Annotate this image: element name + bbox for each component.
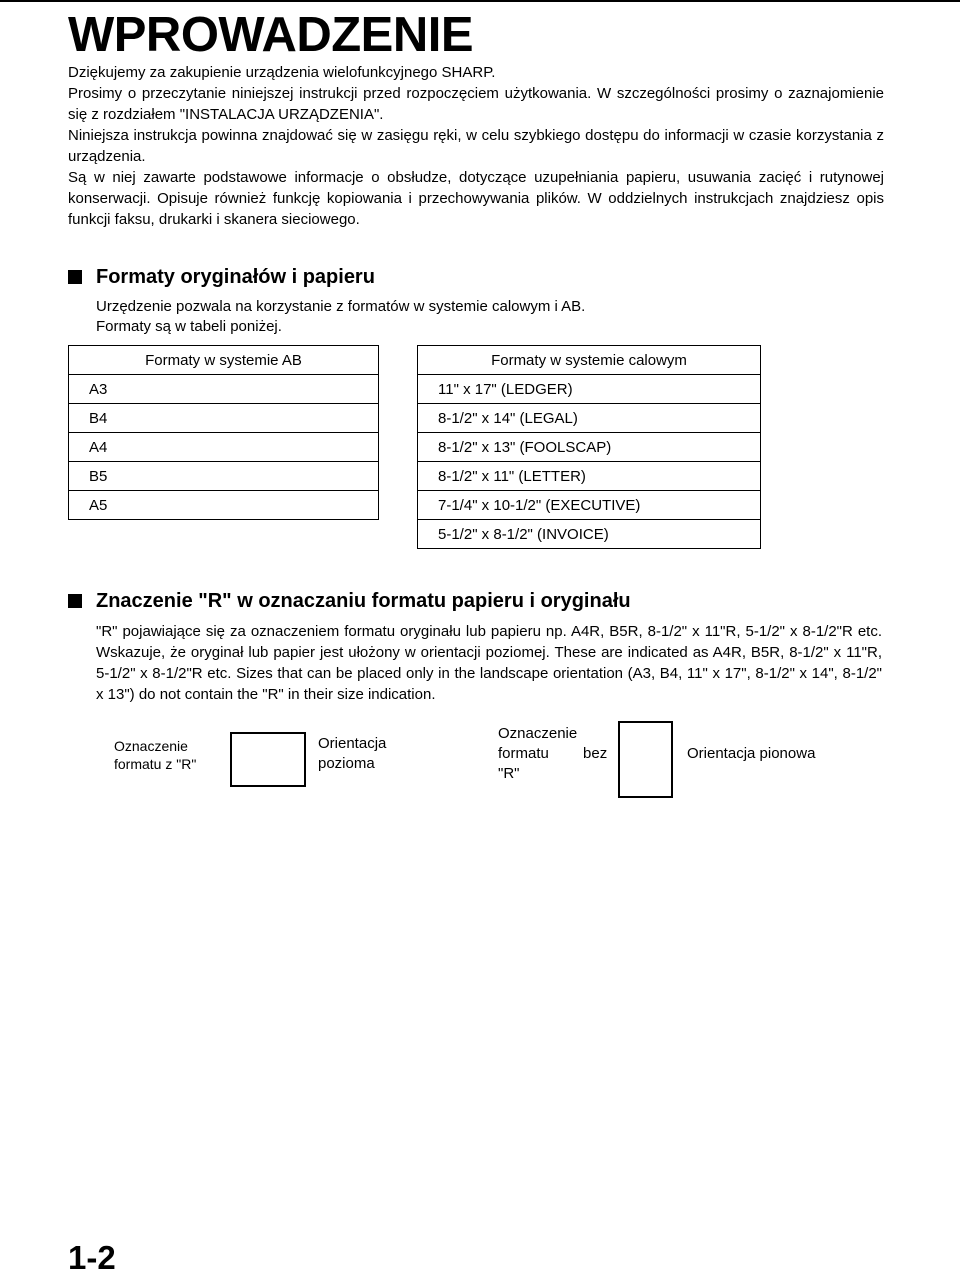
label-no-r-indication: Oznaczenie formatu bez "R": [498, 725, 608, 782]
intro-paragraph: Niniejsza instrukcja powinna znajdować się w zasięgu ręki, w celu szybkiego dostępu do informacji w czasie korzystania z urządzenia.: [68, 127, 884, 165]
intro-text: [68, 62, 884, 230]
table-cell: A5: [69, 491, 379, 520]
table-cell: 8-1/2" x 11" (LETTER): [418, 462, 761, 491]
intro-paragraph: Dziękujemy za zakupienie urządzenia wielofunkcyjnego SHARP.: [68, 64, 496, 81]
description-line: Formaty są w tabeli poniżej.: [96, 318, 282, 335]
table-cell: 7-1/4" x 10-1/2" (EXECUTIVE): [418, 491, 761, 520]
section-heading-formats: [68, 264, 375, 290]
section-heading-r-meaning: [68, 588, 631, 614]
intro-paragraph: Prosimy o przeczytanie niniejszej instrukcji przed rozpoczęciem użytkowania. W szczególności prosimy o zaznajomienie się z rozdziałem "INSTALACJA URZĄDZENIA".: [68, 85, 884, 123]
section-heading-text: Znaczenie "R" w oznaczaniu formatu papieru i oryginału: [96, 590, 631, 612]
table-cell: 5-1/2" x 8-1/2" (INVOICE): [418, 520, 761, 549]
page-title: WPROWADZENIE: [68, 8, 474, 62]
table-cell: A3: [69, 375, 379, 404]
label-r-indication: Oznaczenie formatu z "R": [114, 738, 197, 772]
landscape-sheet-figure: [230, 732, 306, 787]
table-cell: 8-1/2" x 14" (LEGAL): [418, 404, 761, 433]
table-cell: 11" x 17" (LEDGER): [418, 375, 761, 404]
label-portrait-orientation: Orientacja pionowa: [687, 745, 816, 762]
square-bullet-icon: [68, 270, 82, 284]
section-heading-text: Formaty oryginałów i papieru: [96, 266, 375, 288]
table-cell: 8-1/2" x 13" (FOOLSCAP): [418, 433, 761, 462]
page-number: 1-2: [68, 1239, 116, 1276]
description-paragraph: "R" pojawiające się za oznaczeniem formatu oryginału lub papieru np. A4R, B5R, 8-1/2" x 11"R, 5-1/2" x 8-1/2"R etc. Wskazuje, że oryginał lub papier jest ułożony w orientacji poziomej. These are indicated as A4R, B5R, 8-1/2" x 11"R, 5-1/2" x 8-1/2"R etc. Sizes that can be placed only in the landscape orientation (A3, B4, 11" x 17", 8-1/2" x 14", 8-1/2" x 13") do not contain the "R" in their size indication.: [96, 623, 882, 703]
intro-paragraph: Są w niej zawarte podstawowe informacje o obsłudze, dotyczące uzupełniania papieru, usuwania zacięć i rutynowej konserwacji. Opisuje również funkcję kopiowania i przechowywania plików. W oddzielnych instrukcjach znajdziesz opis funkcji faksu, drukarki i skanera sieciowego.: [68, 169, 884, 228]
table-cell: B4: [69, 404, 379, 433]
description-line: Urzędzenie pozwala na korzystanie z formatów w systemie calowym i AB.: [96, 298, 586, 315]
table-header: Formaty w systemie AB: [69, 346, 379, 375]
table-header: Formaty w systemie calowym: [418, 346, 761, 375]
ab-formats-table: [68, 345, 379, 520]
table-cell: B5: [69, 462, 379, 491]
top-rule: [0, 0, 960, 2]
square-bullet-icon: [68, 594, 82, 608]
formats-description: [96, 297, 896, 337]
table-cell: A4: [69, 433, 379, 462]
portrait-sheet-figure: [618, 721, 673, 798]
inch-formats-table: [417, 345, 761, 549]
r-meaning-description: [96, 621, 882, 705]
label-landscape-orientation: Orientacja pozioma: [318, 735, 387, 772]
